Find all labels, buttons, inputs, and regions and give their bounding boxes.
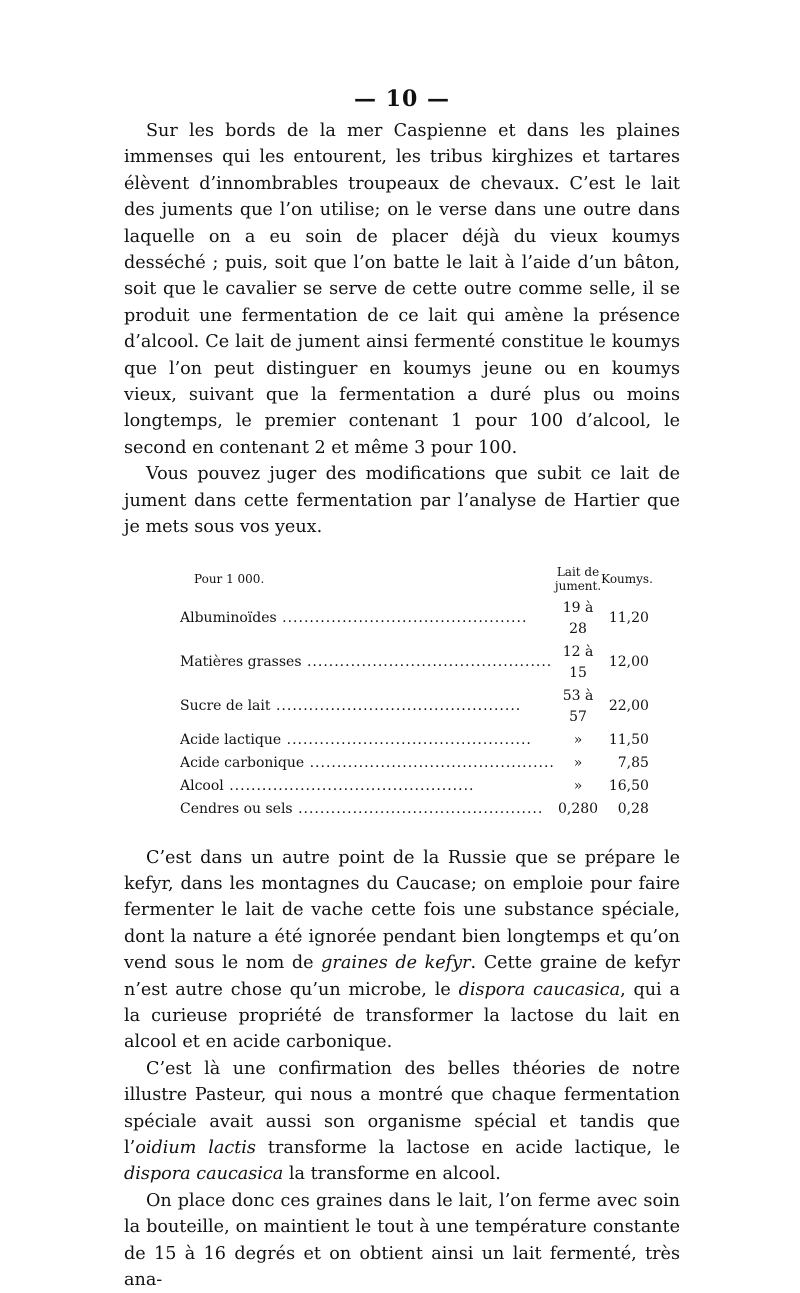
row-koumys-value: 11,20 xyxy=(608,610,649,626)
table-row xyxy=(180,597,653,641)
row-koumys-value: 12,00 xyxy=(608,654,649,670)
table-row xyxy=(180,752,653,775)
row-lait-value: » xyxy=(573,777,583,794)
table-row xyxy=(180,729,653,752)
paragraph-pasteur xyxy=(124,1056,680,1188)
row-koumys-value: 7,85 xyxy=(617,754,649,771)
row-lait-value: 12 à 15 xyxy=(562,643,594,681)
table-row xyxy=(180,775,653,798)
paragraph-koumys: Sur les bords de la mer Caspienne et dans les plaines immenses qui les entourent, les tribus kirghizes et tartares élèvent d’innombrables troupeaux de chevaux. C’est le lait des juments que l’on utilise; on le verse dans une outre dans laquelle on a eu soin de placer déjà du vieux koumys desséché ; puis, soit que l’on batte le lait à l’aide d’un bâton, soit que le cavalier se serve de cette outre comme selle, il se produit une fermentation de ce lait qui amène la présence d’alcool. Ce lait de jument ainsi fermenté constitue le koumys que l’on peut distinguer en koumys jeune ou en koumys vieux, suivant que la fermentation a duré plus ou moins longtemps, le premier contenant 1 pour 100 d’alcool, le second en contenant 2 et même 3 pour 100. xyxy=(124,121,680,458)
text-run: . Cette graine de kefyr n’est autre chose qu’un microbe, le xyxy=(124,953,681,1000)
row-label: Acide lactique xyxy=(180,731,282,748)
row-label: Matières grasses xyxy=(180,654,302,670)
paragraph-analysis-intro: Vous pouvez juger des modifications que subit ce lait de jument dans cette fermentation par l’analyse de Hartier que je mets sous vos yeux. xyxy=(124,464,680,538)
row-label: Acide carbonique xyxy=(180,754,305,771)
text-run: C’est là une confirmation des belles théories de notre illustre Pasteur, qui nous a montré que chaque fermentation spéciale avait aussi son organisme spécial et tandis que l’ xyxy=(124,1058,680,1158)
table-row xyxy=(180,641,653,685)
row-lait-value: » xyxy=(573,731,583,748)
row-label: Cendres ou sels xyxy=(180,800,293,817)
italic-term: dispora caucasica xyxy=(458,979,621,1000)
row-lait-value: 0,280 xyxy=(557,800,599,817)
text-run: la transforme en alcool. xyxy=(283,1164,501,1185)
header-lait: Lait de jument. xyxy=(554,564,602,593)
row-lait-value: 53 à 57 xyxy=(562,687,594,725)
table-header-row xyxy=(180,565,653,597)
header-koumys: Koumys. xyxy=(601,571,653,586)
row-koumys-value: 16,50 xyxy=(608,777,649,794)
table-row xyxy=(180,798,653,821)
page-number: — 10 — xyxy=(354,86,450,112)
table-row xyxy=(180,685,653,729)
row-lait-value: » xyxy=(573,754,583,771)
row-koumys-value: 11,50 xyxy=(608,731,649,748)
row-koumys-value: 22,00 xyxy=(608,698,649,714)
row-lait-value: 19 à 28 xyxy=(562,599,594,637)
row-label: Albuminoïdes xyxy=(180,610,277,626)
composition-table xyxy=(180,564,653,821)
paragraph-method: On place donc ces graines dans le lait, l’on ferme avec soin la bouteille, on maintient le tout à une température constante de 15 à 16 degrés et on obtient ainsi un lait fermenté, très ana- xyxy=(124,1190,680,1290)
italic-term: oidium lactis xyxy=(135,1137,256,1158)
italic-term: dispora caucasica xyxy=(124,1164,284,1185)
paragraph-kefyr xyxy=(124,845,680,1056)
text-run: transforme la lactose en acide lactique, le xyxy=(255,1137,680,1158)
row-label: Alcool xyxy=(180,777,224,794)
text-run: , qui a la curieuse propriété de transformer la lactose du lait en alcool et en acide carbonique. xyxy=(124,979,680,1053)
header-unit: Pour 1 000. xyxy=(194,571,265,586)
book-page xyxy=(124,86,680,1293)
italic-term: graines de kefyr xyxy=(321,953,471,974)
row-label: Sucre de lait xyxy=(180,698,271,714)
row-koumys-value: 0,28 xyxy=(617,800,649,817)
text-run: C’est dans un autre point de la Russie que se prépare le kefyr, dans les montagnes du Caucase; on emploie pour faire fermenter le lait de vache cette fois une substance spéciale, dont la nature a été ignorée pendant bien longtemps et qu’on vend sous le nom de xyxy=(124,847,680,974)
